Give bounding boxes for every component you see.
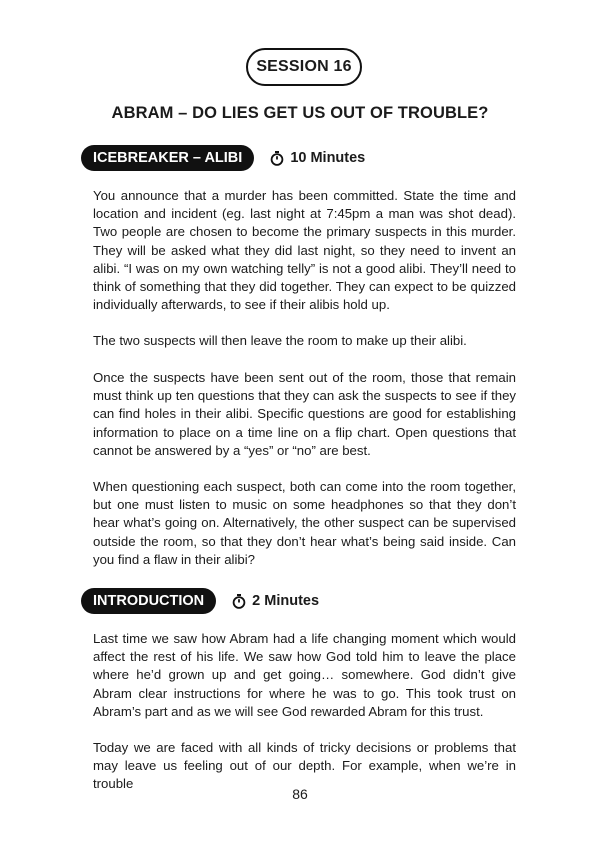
paragraph: Last time we saw how Abram had a life changing moment which would affect the rest of his life. We saw how God told him to leave the place where he’d grown up and get going… somewhere. God didn’t give Abram clear instructions for where he was to go. This took trust on Abram’s part and as we will see God rewarded Abram for this trust. bbox=[93, 631, 516, 719]
paragraph: When questioning each suspect, both can come into the room together, but one must listen to music on some headphones so that they don’t hear what’s going on. Alternatively, the other suspect can be supervised outside the room, so that they don’t hear what’s being said inside. Can you find a flaw in their alibi? bbox=[93, 479, 516, 567]
page-title: ABRAM – DO LIES GET US OUT OF TROUBLE? bbox=[111, 104, 489, 122]
session-label: SESSION 16 bbox=[246, 48, 362, 86]
introduction-header bbox=[81, 588, 319, 614]
introduction-heading: INTRODUCTION bbox=[81, 588, 216, 614]
icebreaker-duration-text: 10 Minutes bbox=[290, 150, 366, 166]
introduction-duration-text: 2 Minutes bbox=[252, 593, 320, 609]
introduction-duration bbox=[232, 593, 319, 609]
paragraph: You announce that a murder has been committed. State the time and location and incident (eg. last night at 7:45pm a man was shot dead). Two people are chosen to become the primary suspects in this murder. They will be asked what they did last night, so they need to invent an alibi. “I was on my own watching telly” is not a good alibi. They’ll need to think of something that they did together. They can expect to be quizzed individually afterwards, to see if their alibis hold up. bbox=[93, 188, 516, 313]
page-number: 86 bbox=[292, 786, 308, 802]
stopwatch-icon bbox=[270, 151, 284, 166]
paragraph: Today we are faced with all kinds of tricky decisions or problems that may leave us feeling out of our depth. For example, when we’re in trouble bbox=[93, 740, 516, 792]
stopwatch-icon bbox=[232, 594, 246, 609]
paragraph: Once the suspects have been sent out of the room, those that remain must think up ten questions that they can ask the suspects to see if they can find holes in their alibi. Specific questions are good for establishing information to place on a time line on a flip chart. Open questions that cannot be answered by a “yes” or “no” are best. bbox=[93, 370, 516, 458]
icebreaker-duration bbox=[270, 150, 365, 166]
paragraph: The two suspects will then leave the room to make up their alibi. bbox=[93, 333, 467, 348]
icebreaker-heading: ICEBREAKER – ALIBI bbox=[81, 145, 254, 171]
icebreaker-header bbox=[81, 145, 365, 171]
